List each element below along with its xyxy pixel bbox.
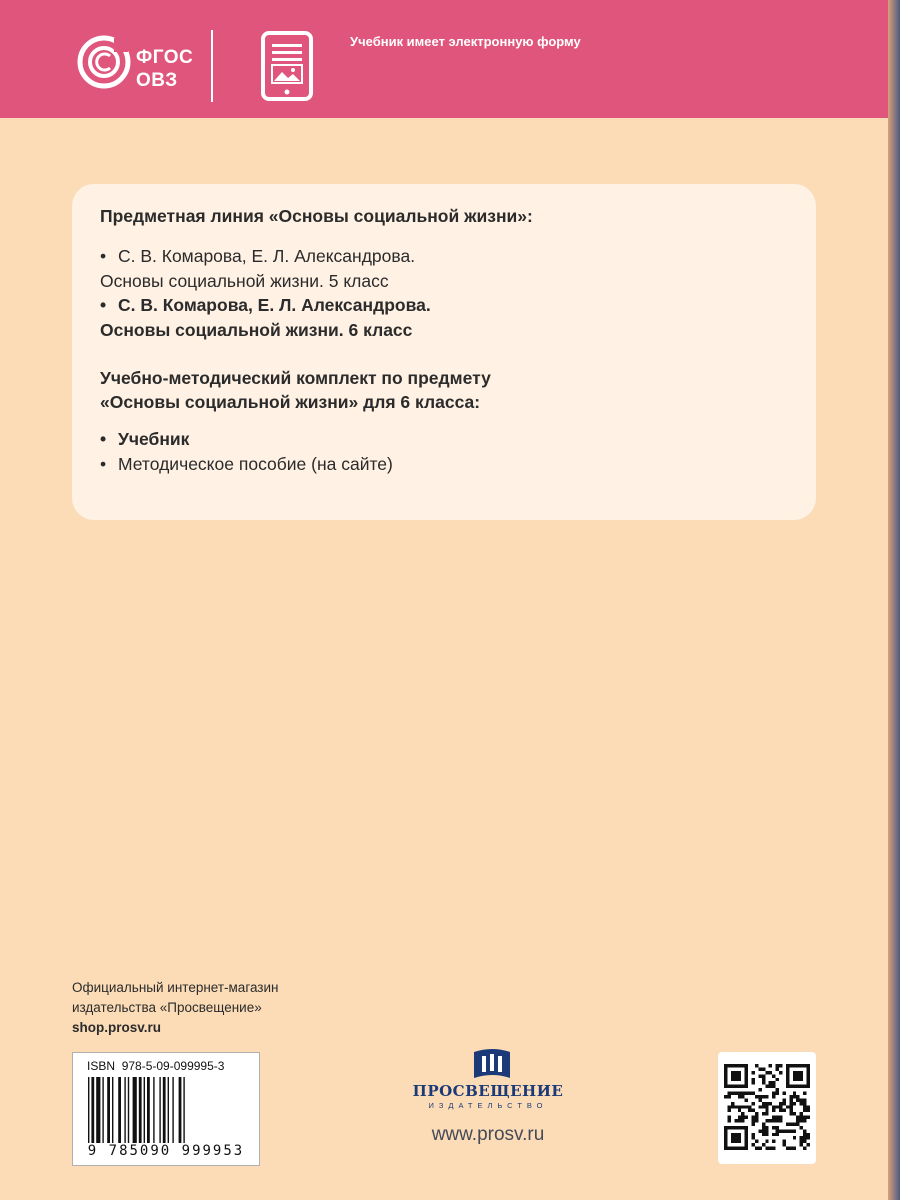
fgos-logo-icon [76,34,132,90]
qr-code-panel [718,1052,816,1164]
publisher-url[interactable]: www.prosv.ru [431,1124,545,1145]
kit-title-line-2: «Основы социальной жизни» для 6 класса: [100,392,481,412]
shop-line-2: издательства «Просвещение» [72,1000,262,1015]
bullet-icon: • [100,454,107,474]
electronic-form-label: Учебник имеет электронную форму [350,34,581,49]
kit-item-textbook: • Учебник [100,429,190,449]
fgos-ovz-label: ФГОС ОВЗ [136,47,194,91]
isbn-barcode [72,1052,260,1166]
barcode-icon [87,1077,245,1143]
header-divider [211,30,213,102]
barcode-digits: 9 785090 999953 [87,1143,245,1159]
qr-code-icon[interactable] [724,1064,810,1150]
series-item-2-title: Основы социальной жизни. 6 класс [100,320,413,340]
series-item-1-authors: • С. В. Комарова, Е. Л. Александрова. [100,246,416,266]
kit-title-line-1: Учебно-методический комплект по предмету [100,368,491,388]
bullet-icon: • [100,246,107,266]
publisher-name: ПРОСВЕЩЕНИЕ [412,1082,564,1100]
series-item-1-title: Основы социальной жизни. 5 класс [100,271,389,291]
publisher-subtitle: ИЗДАТЕЛЬСТВО [428,1101,548,1110]
bullet-icon: • [100,295,107,315]
series-title: Предметная линия «Основы социальной жизни»: [100,206,533,226]
header-band [0,0,888,118]
series-item-2-authors: • С. В. Комарова, Е. Л. Александрова. [100,295,431,315]
series-info-box [72,184,816,520]
book-spine-edge [888,0,900,1200]
tablet-icon [260,30,314,102]
bullet-icon: • [100,429,107,449]
shop-url[interactable]: shop.prosv.ru [72,1020,162,1035]
isbn-text: ISBN 978-5-09-099995-3 [87,1059,225,1073]
prosveshchenie-logo-icon [470,1046,514,1084]
shop-line-1: Официальный интернет-магазин [72,980,279,995]
kit-item-methodical-guide: • Методическое пособие (на сайте) [100,454,393,474]
online-shop-info [72,978,279,1038]
